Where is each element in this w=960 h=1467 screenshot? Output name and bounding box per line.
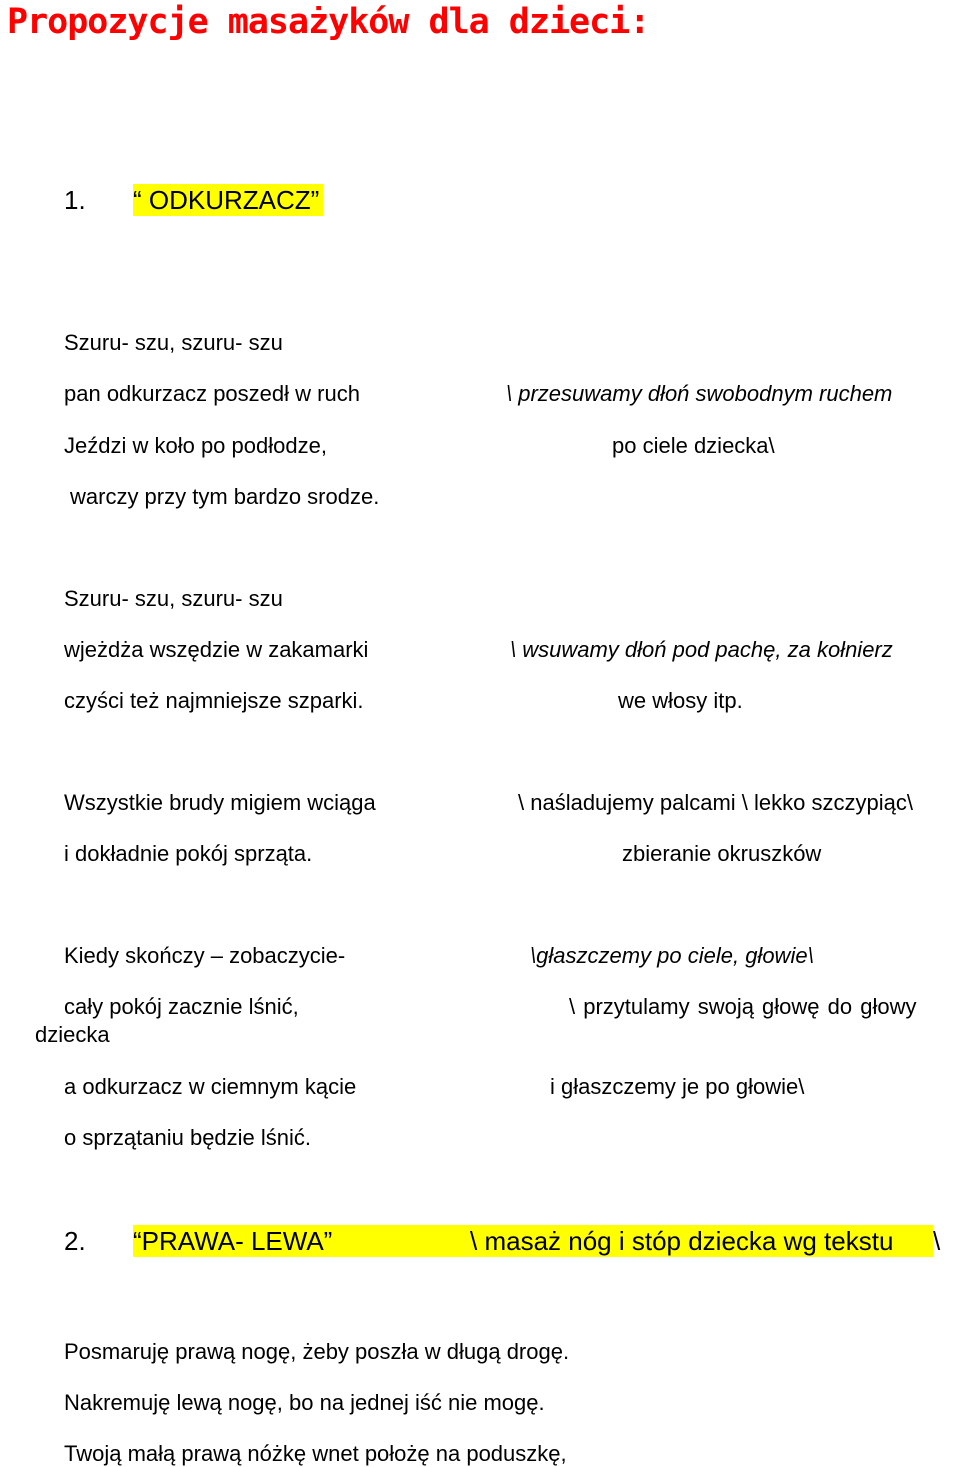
massage-note: \ przesuwamy dłoń swobodnym ruchem bbox=[506, 381, 893, 406]
poem-line: warczy przy tym bardzo srodze. bbox=[70, 484, 380, 509]
massage-note: \głaszczemy po ciele, głowie\ bbox=[530, 943, 814, 968]
massage-note: \ przytulamy swoją głowę do głowy bbox=[569, 994, 917, 1019]
poem-line: Twoją małą prawą nóżkę wnet położę na poduszkę, bbox=[64, 1441, 567, 1466]
massage-note: dziecka bbox=[35, 1022, 110, 1047]
poem-line: i dokładnie pokój sprząta. bbox=[64, 841, 313, 866]
section-2-instruction-tail: \ bbox=[933, 1226, 941, 1256]
poem-line: Szuru- szu, szuru- szu bbox=[64, 586, 283, 611]
section-1-number: 1. bbox=[64, 185, 86, 215]
poem-line: wjeżdża wszędzie w zakamarki bbox=[64, 637, 369, 662]
massage-note: we włosy itp. bbox=[618, 688, 743, 713]
massage-note: \ naśladujemy palcami \ lekko szczypiąc\ bbox=[518, 790, 913, 815]
poem-line: pan odkurzacz poszedł w ruch bbox=[64, 381, 360, 406]
section-2-heading: “PRAWA- LEWA” bbox=[133, 1226, 333, 1256]
section-1-heading: “ ODKURZACZ” bbox=[133, 184, 323, 216]
poem-line: Jeździ w koło po podłodze, bbox=[64, 433, 327, 458]
massage-note: \ wsuwamy dłoń pod pachę, za kołnierz bbox=[510, 637, 893, 662]
poem-line: o sprzątaniu będzie lśnić. bbox=[64, 1125, 312, 1150]
poem-line: a odkurzacz w ciemnym kącie bbox=[64, 1074, 357, 1099]
poem-line: Wszystkie brudy migiem wciąga bbox=[64, 790, 376, 815]
section-2-instruction: \ masaż nóg i stóp dziecka wg tekstu bbox=[470, 1226, 894, 1256]
poem-line: Szuru- szu, szuru- szu bbox=[64, 330, 283, 355]
massage-note: i głaszczemy je po głowie\ bbox=[550, 1074, 805, 1099]
poem-line: Posmaruję prawą nogę, żeby poszła w długą drogę. bbox=[64, 1339, 570, 1364]
poem-line: Nakremuję lewą nogę, bo na jednej iść nie mogę. bbox=[64, 1390, 545, 1415]
poem-line: Kiedy skończy – zobaczycie- bbox=[64, 943, 346, 968]
section-2-number: 2. bbox=[64, 1226, 86, 1256]
massage-note: zbieranie okruszków bbox=[622, 841, 822, 866]
massage-note: po ciele dziecka\ bbox=[612, 433, 775, 458]
poem-line: cały pokój zacznie lśnić, bbox=[64, 994, 299, 1019]
document-title: Propozycje masażyków dla dzieci: bbox=[7, 2, 650, 42]
poem-line: czyści też najmniejsze szparki. bbox=[64, 688, 364, 713]
